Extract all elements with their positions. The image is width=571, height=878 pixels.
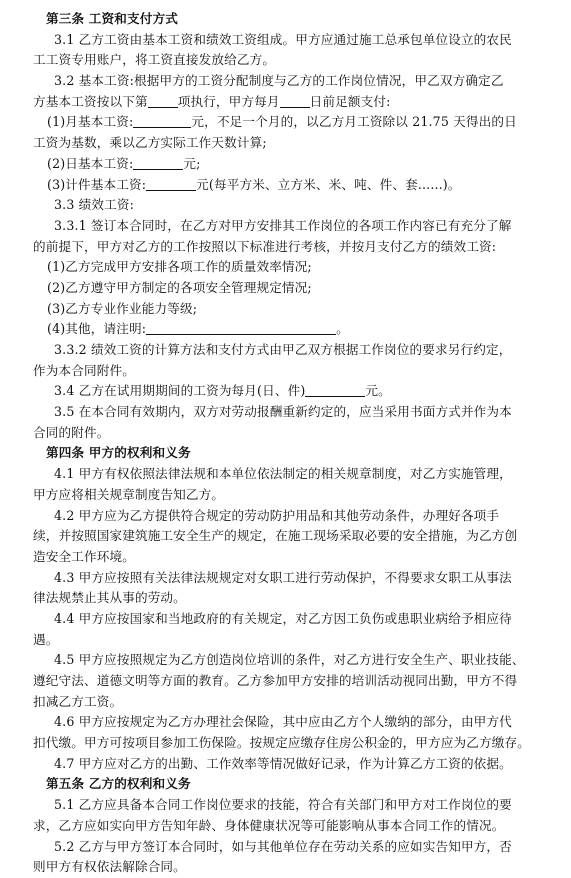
paragraph-line: 3.1 乙方工资由基本工资和绩效工资组成。甲方应通过施工总承包单位设立的农民 bbox=[54, 31, 512, 47]
paragraph-line: 4.1 甲方有权依照法律法规和本单位依法制定的相关规章制度，对乙方实施管理， bbox=[54, 466, 512, 482]
fill-blank bbox=[133, 156, 183, 170]
paragraph-line: 5.1 乙方应具备本合同工作岗位要求的技能，符合有关部门和甲方对工作岗位的要 bbox=[54, 797, 512, 813]
paragraph-line: 4.5 甲方应按照规定为乙方创造岗位培训的条件，对乙方进行安全生产、职业技能、 bbox=[54, 652, 525, 668]
paragraph-line: 3.3.1 签订本合同时，在乙方对甲方安排其工作岗位的各项工作内容已有充分了解 bbox=[54, 217, 512, 233]
paragraph-line: 3.2 基本工资:根据甲方的工资分配制度与乙方的工作岗位情况，甲乙双方确定乙 bbox=[54, 73, 504, 89]
paragraph-line: 4.7 甲方应对乙方的出勤、工作效率等情况做好记录，作为计算乙方工资的依据。 bbox=[54, 755, 512, 771]
paragraph-line: 4.4 甲方应按国家和当地政府的有关规定，对乙方因工负伤或患职业病给予相应待 bbox=[54, 610, 512, 626]
paragraph-line: 工资为基数，乘以乙方实际工作天数计算; bbox=[33, 135, 267, 151]
paragraph-line: 4.2 甲方应为乙方提供符合规定的劳动防护用品和其他劳动条件，办理好各项手 bbox=[54, 507, 500, 523]
line-text: 元(每平方米、立方米、米、吨、件、套......)。 bbox=[196, 176, 461, 192]
line-text: (1)月基本工资: bbox=[47, 114, 134, 130]
line-text: 元，不足一个月的，以乙方月工资除以 21.75 天得出的日 bbox=[191, 114, 517, 130]
paragraph-line: 求，乙方应如实向甲方告知年龄、身体健康状况等可能影响从事本合同工作的情况。 bbox=[33, 817, 505, 833]
paragraph-line: (1)乙方完成甲方安排各项工作的质量效率情况; bbox=[47, 259, 312, 275]
fill-blank bbox=[148, 94, 178, 108]
line-text: 方基本工资按以下第 bbox=[33, 93, 148, 109]
paragraph-line: 5.2 乙方与甲方签订本合同时，如与其他单位存在劳动关系的应如实告知甲方，否 bbox=[54, 838, 512, 854]
paragraph-line bbox=[47, 175, 561, 196]
paragraph-line: 3.5 在本合同有效期内，双方对劳动报酬重新约定的，应当采用书面方式并作为本 bbox=[54, 404, 512, 420]
paragraph-line: 4.6 甲方应按规定为乙方办理社会保险，其中应由乙方个人缴纳的部分，由甲方代 bbox=[54, 714, 512, 730]
paragraph-line: 4.3 甲方应按照有关法律法规规定对女职工进行劳动保护，不得要求女职工从事法 bbox=[54, 569, 512, 585]
section-heading-3: 第三条 工资和支付方式 bbox=[46, 11, 178, 26]
paragraph-line: 扣代缴。甲方可按项目参加工伤保险。按规定应缴存住房公积金的，甲方应为乙方缴存。 bbox=[33, 735, 531, 751]
paragraph-line: (2)乙方遵守甲方制定的各项安全管理规定情况; bbox=[47, 279, 312, 295]
paragraph-line: 则甲方有权依法解除合同。 bbox=[33, 859, 186, 875]
paragraph-line: (3)乙方专业作业能力等级; bbox=[47, 300, 198, 316]
line-text: 元。 bbox=[365, 383, 391, 399]
fill-blank bbox=[280, 94, 310, 108]
paragraph-line bbox=[47, 112, 561, 133]
line-text: 元; bbox=[183, 155, 201, 171]
paragraph-line: 合同的附件。 bbox=[33, 424, 110, 440]
line-text: (4)其他，请注明: bbox=[47, 321, 147, 337]
fill-blank bbox=[133, 114, 191, 128]
paragraph-line: 续，并按照国家建筑施工安全生产的规定，在施工现场采取必要的安全措施，为乙方创 bbox=[33, 528, 518, 544]
paragraph-line: 3.3 绩效工资: bbox=[54, 197, 134, 213]
line-text: (2)日基本工资: bbox=[47, 155, 134, 171]
paragraph-line: 造安全工作环境。 bbox=[33, 548, 135, 564]
line-text: 。 bbox=[336, 321, 349, 337]
paragraph-line: 作为本合同附件。 bbox=[33, 362, 135, 378]
paragraph-line bbox=[47, 154, 561, 175]
paragraph-line: 遇。 bbox=[33, 631, 59, 647]
line-text: (3)计件基本工资: bbox=[47, 176, 147, 192]
fill-blank bbox=[146, 177, 196, 191]
paragraph-line: 的前提下，甲方对乙方的工作按照以下标准进行考核，并按月支付乙方的绩效工资: bbox=[33, 238, 497, 254]
paragraph-line: 工工资专用账户，将工资直接发放给乙方。 bbox=[33, 52, 276, 68]
line-text: 日前足额支付: bbox=[309, 93, 391, 109]
paragraph-line: 甲方应将相关规章制度告知乙方。 bbox=[33, 486, 225, 502]
fill-blank bbox=[305, 383, 365, 397]
paragraph-line: 遵纪守法、道德文明等方面的教育。乙方参加甲方安排的培训活动视同出勤，甲方不得 bbox=[33, 673, 518, 688]
fill-blank bbox=[146, 321, 336, 335]
paragraph-line bbox=[40, 381, 561, 402]
section-heading-5: 第五条 乙方的权利和义务 bbox=[46, 776, 191, 792]
line-text: 3.4 乙方在试用期期间的工资为每月(日、件) bbox=[54, 383, 306, 399]
paragraph-line bbox=[33, 92, 561, 113]
paragraph-line: 3.3.2 绩效工资的计算方法和支付方式由甲乙双方根据工作岗位的要求另行约定， bbox=[54, 342, 512, 357]
paragraph-line bbox=[47, 319, 561, 340]
paragraph-line: 扣减乙方工资。 bbox=[33, 693, 123, 709]
paragraph-line: 律法规禁止其从事的劳动。 bbox=[33, 590, 186, 606]
line-text: 项执行，甲方每月 bbox=[177, 93, 280, 109]
section-heading-4: 第四条 甲方的权利和义务 bbox=[46, 445, 191, 461]
